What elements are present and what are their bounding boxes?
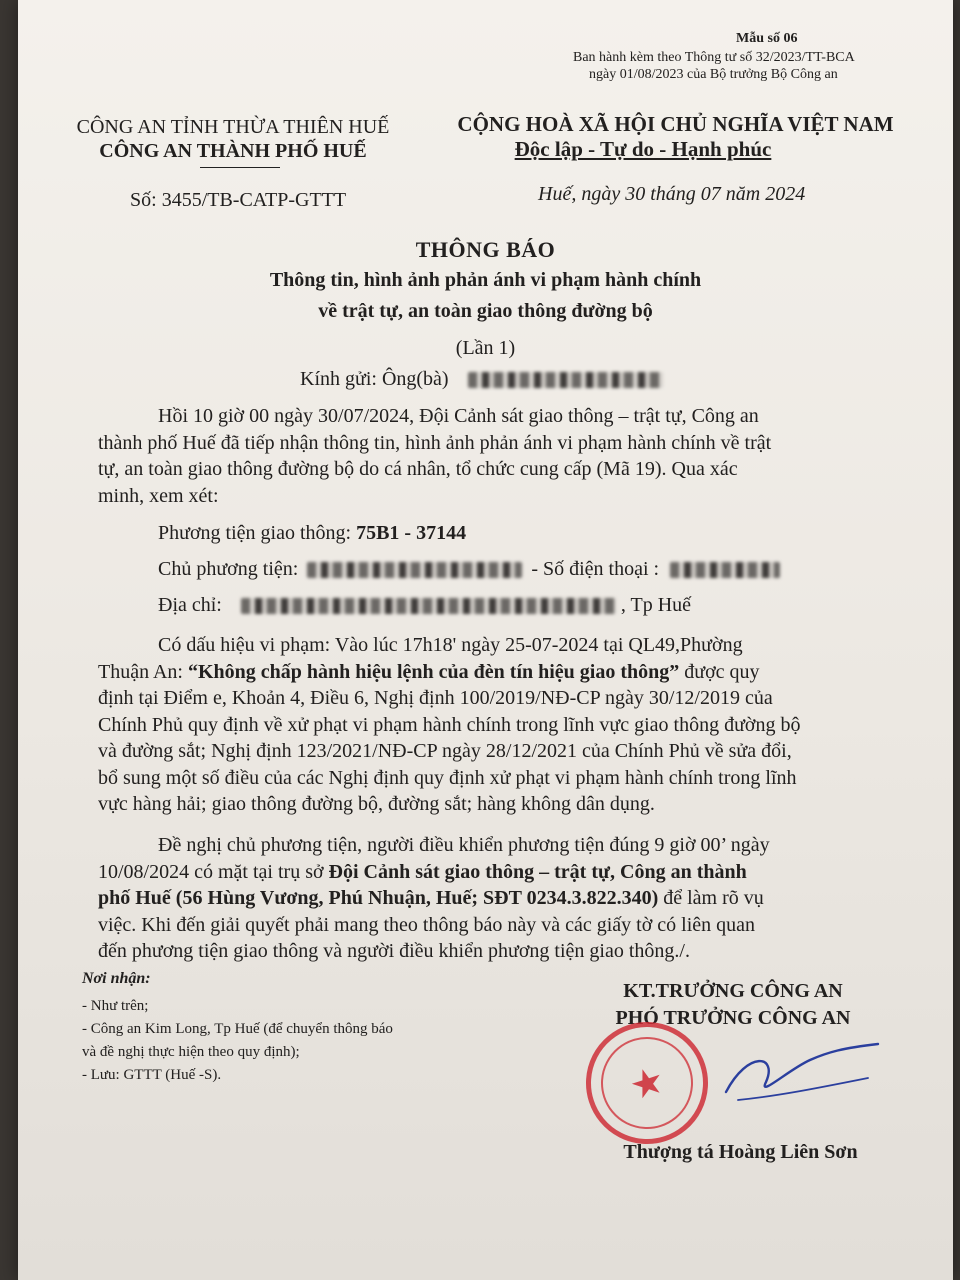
agency-name: CÔNG AN THÀNH PHỐ HUẾ xyxy=(99,140,367,162)
intro-line: thành phố Huế đã tiếp nhận thông tin, hình ảnh phản ánh vi phạm hành chính về trật xyxy=(98,431,772,454)
request-line: Đề nghị chủ phương tiện, người điều khiển phương tiện đúng 9 giờ 00’ ngày xyxy=(158,834,770,856)
request-line: việc. Khi đến giải quyết phải mang theo thông báo này và các giấy tờ có liên quan xyxy=(98,913,756,936)
notice-subtitle-1: Thông tin, hình ảnh phản ánh vi phạm hành chính xyxy=(269,269,702,291)
address-city: , Tp Huế xyxy=(620,594,692,616)
form-issued-line1: Ban hành kèm theo Thông tư số 32/2023/TT-BCA xyxy=(573,50,855,65)
nation-title: CỘNG HOÀ XÃ HỘI CHỦ NGHĨA VIỆT NAM xyxy=(457,112,894,136)
owner-label: Chủ phương tiện: xyxy=(158,558,299,580)
issue-date: Huế, ngày 30 tháng 07 năm 2024 xyxy=(538,183,806,205)
notice-round: (Lần 1) xyxy=(455,337,516,359)
violation-name: “Không chấp hành hiệu lệnh của đèn tín hiệu giao thông” xyxy=(188,660,680,683)
recipient-item: - Như trên; xyxy=(82,998,149,1014)
violation-line: Chính Phủ quy định về xử phạt vi phạm hành chính trong lĩnh vực giao thông đường bộ xyxy=(98,713,801,736)
notice-title: THÔNG BÁO xyxy=(415,237,556,262)
request-line xyxy=(98,859,770,886)
intro-line: Hồi 10 giờ 00 ngày 30/07/2024, Đội Cảnh sát giao thông – trật tự, Công an xyxy=(158,405,759,427)
vehicle-label: Phương tiện giao thông: xyxy=(158,522,352,544)
star-icon: ★ xyxy=(623,1056,670,1110)
signature-line-2: PHÓ TRƯỞNG CÔNG AN xyxy=(615,1007,851,1029)
address-label: Địa chỉ: xyxy=(158,594,222,616)
recipient-item: - Công an Kim Long, Tp Huế (để chuyển thông báo xyxy=(82,1021,393,1037)
violation-line xyxy=(98,659,800,686)
document-sheet xyxy=(18,0,953,1280)
intro-line: minh, xem xét: xyxy=(98,484,219,507)
owner-row xyxy=(158,558,780,581)
phone-label: - Số điện thoại : xyxy=(531,558,660,580)
request-purpose: để làm rõ vụ xyxy=(663,887,764,909)
violation-lead: Có dấu hiệu vi phạm: Vào lúc 17h18' ngày 25-07-2024 tại QL49,Phường xyxy=(158,634,743,656)
redacted-recipient xyxy=(468,372,663,388)
notice-subtitle-2: về trật tự, an toàn giao thông đường bộ xyxy=(318,300,653,322)
doc-number-row xyxy=(130,189,346,212)
redacted-owner xyxy=(307,562,522,578)
paragraph-request xyxy=(98,832,770,965)
form-issued-line2: ngày 01/08/2023 của Bộ trưởng Bộ Công an xyxy=(589,67,838,82)
greeting-label: Kính gửi: Ông(bà) xyxy=(300,368,449,390)
request-address: phố Huế (56 Hùng Vương, Phú Nhuận, Huế; SĐT 0234.3.822.340) xyxy=(98,887,659,909)
intro-line: tự, an toàn giao thông đường bộ do cá nhân, tổ chức cung cấp (Mã 19). Qua xác xyxy=(98,458,738,480)
violation-line: và đường sắt; Nghị định 123/2021/NĐ-CP ngày 28/12/2021 của Chính Phủ về sửa đổi, xyxy=(98,740,792,762)
form-number: Mẫu số 06 xyxy=(736,31,798,46)
vehicle-plate: 75B1 - 37144 xyxy=(356,522,467,544)
request-office: Đội Cảnh sát giao thông – trật tự, Công an thành xyxy=(328,860,747,883)
request-date: 10/08/2024 có mặt tại trụ sở xyxy=(98,860,324,883)
doc-number: 3455/TB-CATP-GTTT xyxy=(161,189,347,211)
recipient-item: - Lưu: GTTT (Huế -S). xyxy=(82,1067,222,1083)
violation-line: vực hàng hải; giao thông đường bộ, đường sắt; hàng không dân dụng. xyxy=(98,793,655,815)
signature-line-1: KT.TRƯỞNG CÔNG AN xyxy=(623,980,843,1002)
nation-motto: Độc lập - Tự do - Hạnh phúc xyxy=(514,137,772,161)
recipients-list xyxy=(82,995,393,1087)
agency-parent: CÔNG AN TỈNH THỪA THIÊN HUẾ xyxy=(76,116,390,138)
greeting-row xyxy=(300,368,663,391)
agency-underline xyxy=(200,167,280,168)
request-line xyxy=(98,885,770,912)
vehicle-row xyxy=(158,522,466,545)
violation-line: định tại Điểm e, Khoản 4, Điều 6, Nghị định 100/2019/NĐ-CP ngày 30/12/2019 của xyxy=(98,687,773,709)
violation-place: Thuận An: xyxy=(98,660,183,683)
doc-number-label: Số: xyxy=(130,189,157,211)
paragraph-violation xyxy=(98,632,800,818)
violation-tail: được quy xyxy=(684,660,760,683)
recipient-item: và đề nghị thực hiện theo quy định); xyxy=(82,1044,300,1060)
recipients-title: Nơi nhận: xyxy=(82,970,151,987)
signer-name: Thượng tá Hoàng Liên Sơn xyxy=(623,1141,858,1163)
handwritten-signature xyxy=(718,1030,888,1120)
paragraph-intro xyxy=(98,403,771,509)
violation-line: bổ sung một số điều của các Nghị định quy định xử phạt vi phạm hành chính trong lĩnh xyxy=(98,766,797,789)
redacted-address xyxy=(241,598,616,614)
request-line: đến phương tiện giao thông và người điều khiển phương tiện giao thông./. xyxy=(98,940,690,962)
address-row xyxy=(158,594,691,617)
redacted-phone xyxy=(670,562,780,578)
